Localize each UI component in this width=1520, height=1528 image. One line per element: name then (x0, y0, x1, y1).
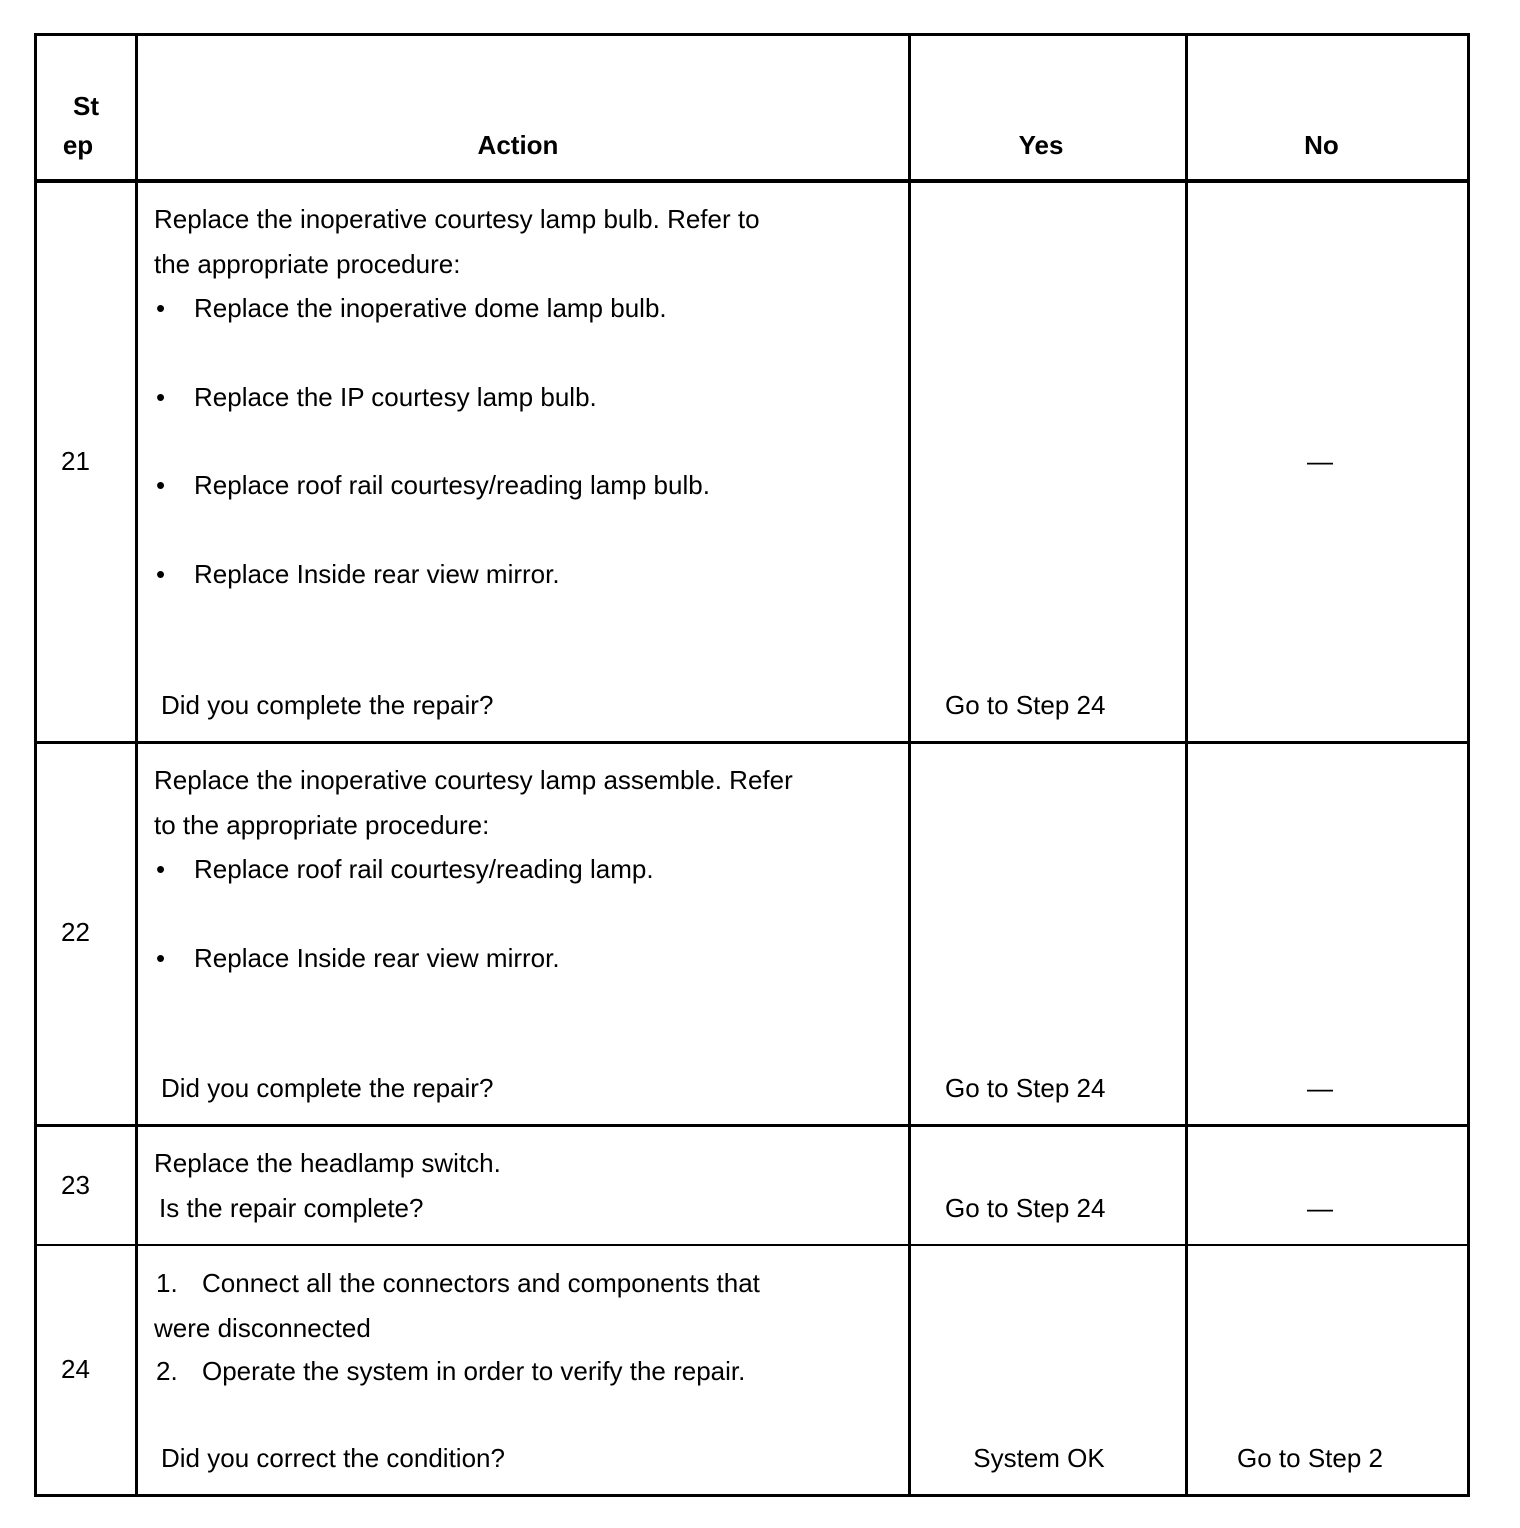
action-bullet: Replace roof rail courtesy/reading lamp. (194, 854, 654, 884)
bullet-icon: • (156, 943, 166, 973)
bullet-icon: • (156, 293, 166, 323)
action-item2-line1: Operate the system in order to verify the repair. (202, 1356, 746, 1386)
row-divider-22 (34, 1124, 1470, 1127)
yes-result-22: Go to Step 24 (945, 1073, 1106, 1103)
step-number-22: 22 (61, 917, 90, 947)
action-question: Did you complete the repair? (161, 1073, 494, 1103)
table-border-left (34, 33, 37, 1497)
bullet-icon: • (156, 854, 166, 884)
action-bullet: Replace the inoperative dome lamp bulb. (194, 293, 667, 323)
header-step-line2: ep (62, 130, 94, 160)
bullet-icon: • (156, 559, 166, 589)
row-divider-21 (34, 741, 1470, 744)
no-result-21: — (1307, 446, 1333, 476)
action-question: Did you complete the repair? (161, 690, 494, 720)
action-intro-line1: Replace the inoperative courtesy lamp assemble. Refer (154, 765, 793, 795)
action-item1-line1: Connect all the connectors and components that (202, 1268, 760, 1298)
action-question: Did you correct the condition? (161, 1443, 505, 1473)
action-intro-line2: the appropriate procedure: (154, 249, 461, 279)
yes-result-24: System OK (973, 1443, 1105, 1473)
list-number-1: 1. (156, 1268, 178, 1298)
header-yes: Yes (1018, 130, 1064, 160)
col-divider-yes (1185, 33, 1188, 1497)
table-border-top (34, 33, 1470, 36)
table-border-bottom (34, 1494, 1470, 1497)
no-result-24: Go to Step 2 (1237, 1443, 1383, 1473)
action-intro-line1: Replace the headlamp switch. (154, 1148, 501, 1178)
step-number-23: 23 (61, 1170, 90, 1200)
header-no: No (1304, 130, 1339, 160)
row-divider-23 (34, 1244, 1470, 1246)
action-intro-line1: Replace the inoperative courtesy lamp bulb. Refer to (154, 204, 760, 234)
yes-result-21: Go to Step 24 (945, 690, 1106, 720)
action-item1-line2: were disconnected (154, 1313, 371, 1343)
bullet-icon: • (156, 382, 166, 412)
table-border-right (1467, 33, 1470, 1497)
action-bullet: Replace Inside rear view mirror. (194, 559, 560, 589)
diagnostic-table (34, 33, 1470, 1497)
header-divider (34, 179, 1470, 183)
action-bullet: Replace Inside rear view mirror. (194, 943, 560, 973)
list-number-2: 2. (156, 1356, 178, 1386)
step-number-24: 24 (61, 1354, 90, 1384)
no-result-23: — (1307, 1193, 1333, 1223)
bullet-icon: • (156, 470, 166, 500)
step-number-21: 21 (61, 446, 90, 476)
no-result-22: — (1307, 1073, 1333, 1103)
action-bullet: Replace roof rail courtesy/reading lamp bulb. (194, 470, 710, 500)
col-divider-step (135, 33, 138, 1497)
action-bullet: Replace the IP courtesy lamp bulb. (194, 382, 597, 412)
col-divider-action (908, 33, 911, 1497)
action-question: Is the repair complete? (159, 1193, 424, 1223)
header-action: Action (477, 130, 559, 160)
header-step-line1: St (73, 91, 99, 121)
yes-result-23: Go to Step 24 (945, 1193, 1106, 1223)
action-intro-line2: to the appropriate procedure: (154, 810, 490, 840)
